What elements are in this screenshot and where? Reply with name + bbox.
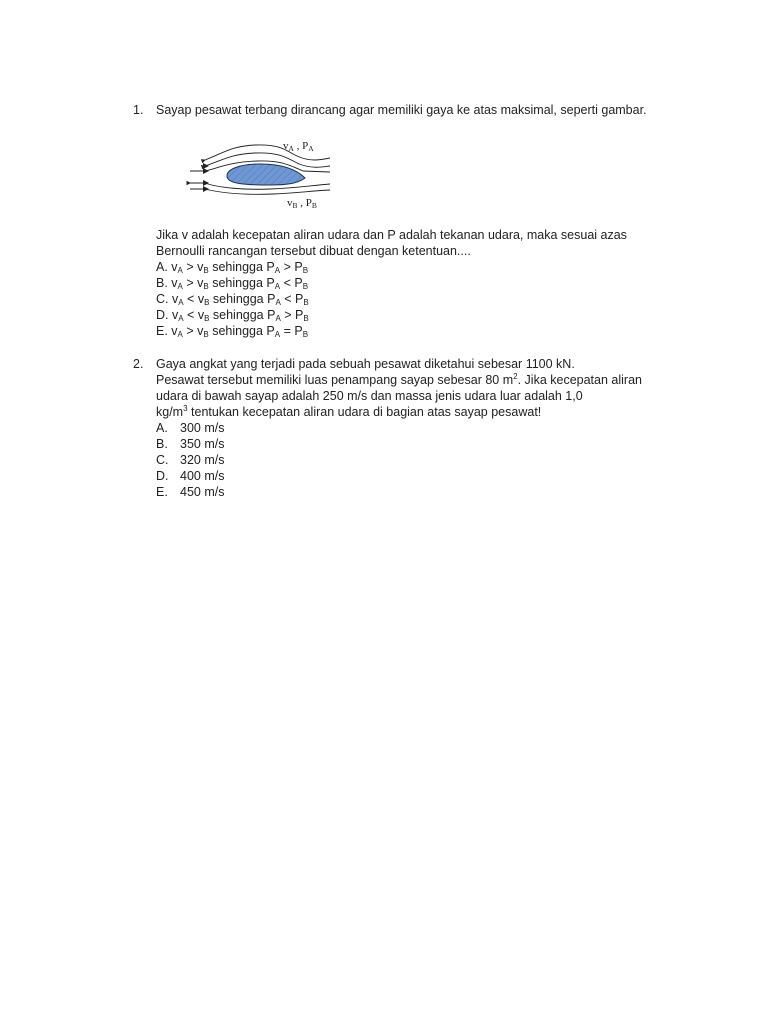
option-list — [156, 259, 716, 339]
option-item: D. $v_A < v_B$ sehingga $P_A > P_B$ — [156, 308, 309, 323]
arrowhead-3 — [203, 186, 209, 192]
question-line: Pesawat tersebut memiliki luas penampang sayap sebesar 80 $m^2$. Jika kecepatan aliran — [156, 372, 642, 387]
option-item: E. 450 m/s — [156, 485, 225, 499]
arrowhead-4 — [203, 163, 209, 169]
option-item: C. 320 m/s — [156, 453, 225, 467]
question-body-line: Bernoulli rancangan tersebut dibuat dengan ketentuan.... — [156, 244, 471, 258]
wing-airflow-figure — [185, 136, 335, 216]
question-line: Gaya angkat yang terjadi pada sebuah pesawat diketahui sebesar 1100 kN. — [156, 357, 575, 371]
streamline-bottom-2 — [190, 189, 330, 194]
option-item: A. $v_A > v_B$ sehingga $P_A > P_B$ — [156, 260, 309, 275]
option-list — [156, 420, 716, 500]
question-line: $kg/m^3$ tentukan kecepatan aliran udara di bagian atas sayap pesawat! — [156, 404, 542, 419]
question-stem: Sayap pesawat terbang dirancang agar memiliki gaya ke atas maksimal, seperti gambar. — [156, 103, 647, 117]
arrowhead-2 — [203, 180, 209, 186]
option-item: D. 400 m/s — [156, 469, 225, 483]
question-number: 2. — [133, 357, 144, 371]
option-item: C. $v_A < v_B$ sehingga $P_A < P_B$ — [156, 292, 309, 307]
label-bottom: vB , PB — [287, 197, 317, 210]
option-item: B. $v_A > v_B$ sehingga $P_A < P_B$ — [156, 276, 309, 291]
question-body-line: Jika v adalah kecepatan aliran udara dan P adalah tekanan udara, maka sesuai azas — [156, 228, 627, 242]
question-line: udara di bawah sayap adalah 250 m/s dan massa jenis udara luar adalah 1,0 — [156, 389, 583, 403]
question-stem-block — [156, 102, 716, 118]
option-item: A. 300 m/s — [156, 421, 225, 435]
label-top: vA , PA — [283, 140, 314, 153]
question-number: 1. — [133, 103, 144, 117]
option-item: B. 350 m/s — [156, 437, 225, 451]
option-item: E. $v_A > v_B$ sehingga $P_A = P_B$ — [156, 324, 309, 339]
arrowhead-1 — [203, 168, 209, 174]
